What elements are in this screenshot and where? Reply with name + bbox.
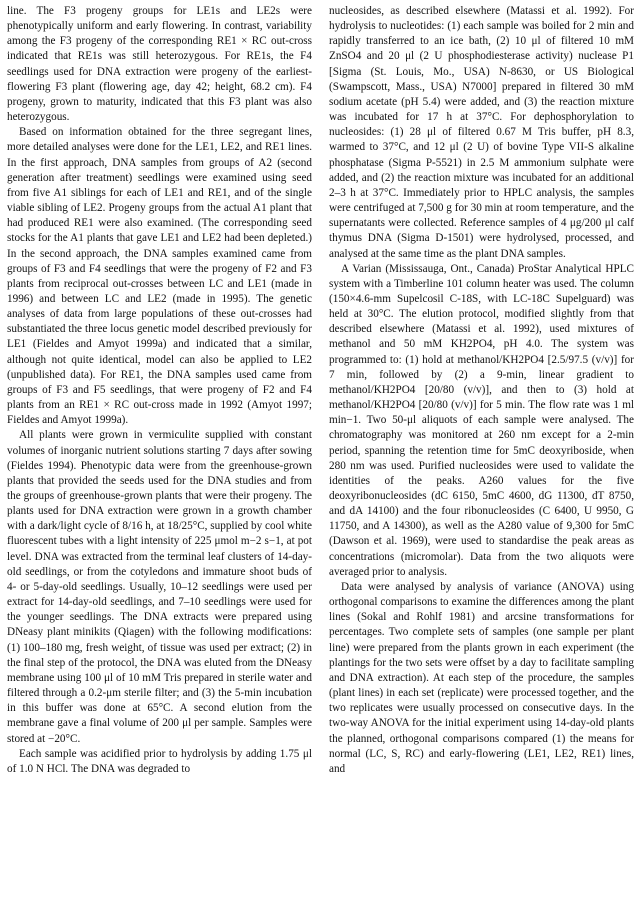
right-column	[329, 4, 634, 777]
left-column	[7, 4, 312, 777]
paragraph: All plants were grown in vermiculite supplied with constant volumes of inorganic nutrient solutions starting 7 days after sowing (Fieldes 1994). Phenotypic data were from the greenhouse-grown plants that provided the seeds used for the DNA studies and from the groups of greenhouse-grown plants that were their progeny. The plants used for DNA extraction were grown in a growth chamber with a dark/light cycle of 8/16 h, at 18/25°C, supplied by cool white fluorescent tubes with a light intensity of 225 μmol m−2 s−1, at pot level. DNA was extracted from the terminal leaf clusters of 14-day-old seedlings, or from the cotyledons and immature shoot buds of 4- or 5-day-old seedlings. Usually, 10–12 seedlings were used per extract for 14-day-old seedlings, and 7–10 seedlings were used for the younger seedlings. The DNA extracts were prepared using DNeasy plant minikits (Qiagen) with the following modifications: (1) 100–180 mg, fresh weight, of tissue was used per extract; (2) in the final step of the protocol, the DNA was eluted from the DNeasy membrane using 100 μl of 10 mM Tris prepared in sterile water and filtered through a 0.2-μm sterile filter; and (3) the 5-min incubation in this buffer was done at 65°C. A second elution from the membrane gave a final volume of 200 μl per sample. Samples were stored at −20°C.	[7, 429, 312, 745]
paragraph: A Varian (Mississauga, Ont., Canada) ProStar Analytical HPLC system with a Timberline 101 column heater was used. The column (150×4.6-mm Supelcosil C-18S, with LC-18C Supelguard) was held at 30°C. The elution protocol, modified slightly from that described elsewhere (Matassi et al. 1992), used mixtures of methanol and 50 mM KH2PO4, pH 4.0. The system was programmed to: (1) hold at methanol/KH2PO4 [2.5/97.5 (v/v)] for 7 min, followed by (2) a 9-min, linear gradient to methanol/KH2PO4 [20/80 (v/v)], and then to (3) hold at methanol/KH2PO4 [20/80 (v/v)] for 5 min. The flow rate was 1 ml min−1. Two 50-μl aliquots of each sample were analysed. The chromatography was monitored at 260 nm except for a 2-min period, spanning the retention time for 5mC deoxyriboside, when 280 nm was used. Purified nucleosides were used to validate the identities of the peaks. A260 values for the five deoxyribonucleosides (dC 6150, 5mC 4600, dG 11300, dT 8750, and dA 14100) and the four ribonucleosides (C 6400, U 9950, G 11750, and A 14300), as well as the A280 value of 9,300 for 5mC (Dawson et al. 1969), were used to standardise the peak areas as concentrations (micromolar). Data from the two aliquots were averaged prior to analysis.	[329, 262, 634, 578]
paragraph: Based on information obtained for the three segregant lines, more detailed analyses were done for the LE1, LE2, and RE1 lines. In the first approach, DNA samples from groups of A2 (second generation after treatment) seedlings were examined using seed from five A1 siblings for each of LE1 and RE1, and of the single viable sibling of LE2. Progeny groups from the actual A1 plant that had produced RE1 were also examined. (The corresponding seed stocks for the A1 plants that gave LE1 and LE2 had been depleted.) In the second approach, the DNA samples examined came from groups of F3 and F4 seedlings that were the progeny of F2 and F3 plants from reciprocal out-crosses between LC and LE1 (made in 1996) and between LC and LE2 (made in 1995). The genetic analyses of data from large populations of these out-crosses had substantiated the three locus genetic model described previously for LE1 (Fieldes and Amyot 1999a) and indicated that a similar, although not quite identical, model can also be applied to LE2 (unpublished data). For RE1, the DNA samples used came from groups of F3 and F5 seedlings, that were progeny of F2 and F4 plants from an RE1 × RC out-cross made in 1992 (Amyot 1997; Fieldes and Amyot 1999a).	[7, 126, 312, 427]
paragraph: nucleosides, as described elsewhere (Matassi et al. 1992). For hydrolysis to nucleotides: (1) each sample was boiled for 2 min and rapidly transferred to an ice bath, (2) 10 μl of filtered 10 mM ZnSO4 and 20 μl (2 U phosphodiesterase activity) nuclease P1 [Sigma (St. Louis, Mo., USA) N-8630, or US Biological (Swampscott, Mass., USA) N7000] prepared in filtered 30 mM sodium acetate (pH 5.4) were added, and (3) the reaction mixture was incubated for 17 h at 37°C. For dephosphorylation to nucleosides: (1) 28 μl of filtered 0.67 M Tris buffer, pH 8.3, warmed to 37°C, and 12 μl (2 U) of bovine Type VII-S alkaline phosphatase (Sigma P-5521) in 2.5 M ammonium sulphate were added, and (2) the reaction mixture was incubated for an additional 2–3 h at 37°C. Immediately prior to HPLC analysis, the samples were centrifuged at 7,500 g for 30 min at room temperature, and the supernatants were collected. Reference samples of 4 μg/200 μl calf thymus DNA (Sigma D-1501) were hydrolysed, processed, and analysed at the same time as the plant DNA samples.	[329, 5, 634, 260]
paragraph: Data were analysed by analysis of variance (ANOVA) using orthogonal comparisons to examine the differences among the plant lines (Sokal and Rohlf 1981) and arcsine transformations for percentages. Two complete sets of samples (one sample per plant line) were prepared from the plants grown in each experiment (the plantings for the two sets were offset by a day to facilitate sampling and DNA extraction). At each step of the procedure, the samples (plant lines) in each set (replicate) were processed together, and the two replicates were usually processed on consecutive days. In the two-way ANOVA for the initial experiment using 14-day-old plants the planned, orthogonal comparisons compared (1) the means for normal (LC, S, RC) and early-flowering (LE1, LE2, RE1) lines, and	[329, 580, 634, 775]
paragraph: Each sample was acidified prior to hydrolysis by adding 1.75 μl of 1.0 N HCl. The DNA was degraded to	[7, 747, 312, 775]
paragraph: line. The F3 progeny groups for LE1s and LE2s were phenotypically uniform and early flowering. In contrast, variability among the F3 progeny of the corresponding RE1 × RC out-cross indicated that RE1s was still heterozygous. For RE1s, the F4 seedlings used for DNA extraction were progeny of the earliest-flowering F3 plant (flowering age, day 42; height, 68.2 cm). F4 progeny, grown to maturity, indicated that this F3 plant was also heterozygous.	[7, 5, 312, 124]
